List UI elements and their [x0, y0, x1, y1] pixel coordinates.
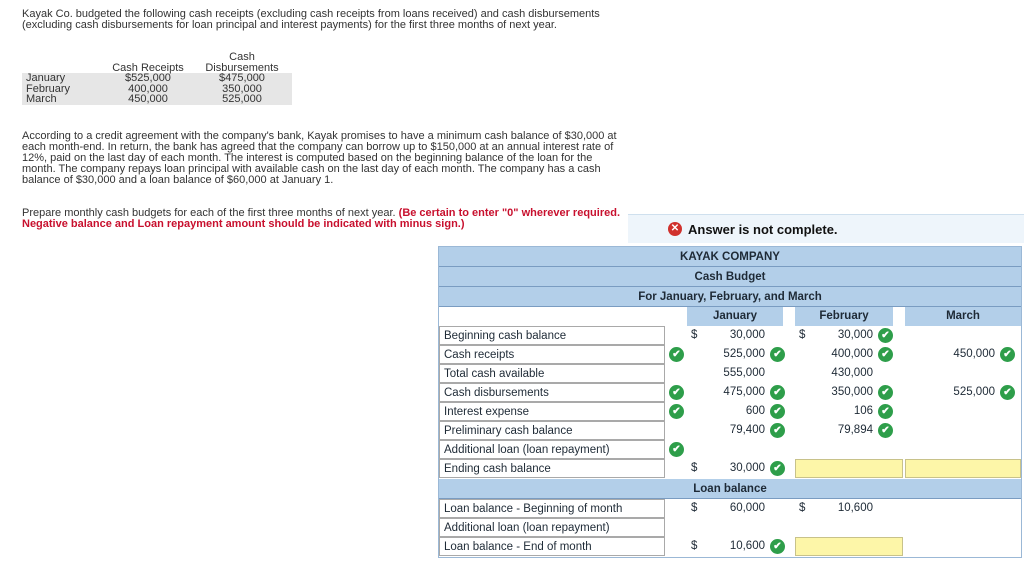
budget-title: Cash Budget	[439, 267, 1021, 286]
feb-loan-beginning[interactable]	[795, 499, 899, 518]
feb-loan-ending-input[interactable]	[795, 537, 903, 556]
row-loan-additional: Additional loan (loan repayment)	[439, 518, 665, 537]
col-january: January	[687, 307, 783, 326]
x-circle-icon: ✕	[668, 222, 682, 236]
check-icon: ✔	[1000, 385, 1015, 400]
row-loan-beginning: Loan balance - Beginning of month	[439, 499, 665, 518]
cell-value: 600	[745, 405, 765, 417]
jan-interest-expense[interactable]	[687, 402, 791, 421]
cell-value: 400,000	[831, 348, 873, 360]
table-row	[22, 94, 292, 105]
given-month: February	[26, 82, 71, 95]
check-icon: ✔	[1000, 347, 1015, 362]
check-icon: ✔	[669, 347, 684, 362]
cell-value: 450,000	[953, 348, 995, 360]
cell-value: 525,000	[723, 348, 765, 360]
currency-symbol: $	[691, 329, 698, 341]
currency-symbol: $	[799, 329, 806, 341]
check-icon: ✔	[770, 461, 785, 476]
jan-total-cash[interactable]	[687, 364, 791, 383]
mar-ending-cash-input[interactable]	[905, 459, 1021, 478]
cell-value: 430,000	[831, 367, 873, 379]
check-icon: ✔	[669, 385, 684, 400]
given-header-receipts: Cash Receipts	[112, 61, 184, 74]
budget-company: KAYAK COMPANY	[439, 247, 1021, 266]
row-loan-ending: Loan balance - End of month	[439, 537, 665, 556]
instructions-warning: (Be certain to enter "0" wherever required. Negative balance and Loan repayment amount should be indicated with minus sign.)	[22, 207, 620, 230]
check-icon: ✔	[669, 404, 684, 419]
currency-symbol: $	[691, 502, 698, 514]
jan-cash-receipts[interactable]	[687, 345, 791, 364]
feb-preliminary-cash[interactable]	[795, 421, 899, 440]
feb-ending-cash-input[interactable]	[795, 459, 903, 478]
row-cash-receipts: Cash receipts	[439, 345, 665, 364]
cell-value: 475,000	[723, 386, 765, 398]
given-receipts: 450,000	[128, 93, 168, 105]
col-february: February	[795, 307, 893, 326]
mar-cash-receipts[interactable]	[905, 345, 1021, 364]
feb-interest-expense[interactable]	[795, 402, 899, 421]
jan-ending-cash[interactable]	[687, 459, 791, 478]
answer-status-banner	[628, 214, 1024, 243]
jan-cash-disbursements[interactable]	[687, 383, 791, 402]
instructions-text: Prepare monthly cash budgets for each of the first three months of next year.	[22, 207, 396, 219]
currency-symbol: $	[799, 502, 806, 514]
problem-instructions	[22, 208, 622, 230]
cell-value: 60,000	[729, 502, 765, 514]
cell-value: 30,000	[729, 329, 765, 341]
check-icon: ✔	[770, 423, 785, 438]
row-additional-loan: Additional loan (loan repayment)	[439, 440, 665, 459]
table-row	[22, 73, 292, 84]
check-icon: ✔	[878, 347, 893, 362]
cell-value: 30,000	[837, 329, 873, 341]
check-icon: ✔	[669, 442, 684, 457]
given-month: January	[26, 72, 66, 84]
jan-preliminary-cash[interactable]	[687, 421, 791, 440]
feb-beginning-cash[interactable]	[795, 326, 899, 345]
cash-budget-table	[438, 246, 1022, 558]
given-disbursements: 350,000	[222, 82, 262, 95]
cell-value: 350,000	[831, 386, 873, 398]
given-month: March	[26, 93, 57, 105]
check-icon: ✔	[770, 539, 785, 554]
row-beginning-cash: Beginning cash balance	[439, 326, 665, 345]
row-interest-expense: Interest expense	[439, 402, 665, 421]
row-preliminary-cash: Preliminary cash balance	[439, 421, 665, 440]
feb-cash-disbursements[interactable]	[795, 383, 899, 402]
budget-period: For January, February, and March	[439, 287, 1021, 306]
mar-cash-disbursements[interactable]	[905, 383, 1021, 402]
given-header-blank	[22, 52, 104, 73]
cell-value: 10,600	[729, 540, 765, 552]
cell-value: 106	[853, 405, 873, 417]
cell-value: 525,000	[953, 386, 995, 398]
check-icon: ✔	[878, 328, 893, 343]
jan-beginning-cash[interactable]	[687, 326, 791, 345]
loan-balance-header: Loan balance	[439, 479, 1021, 498]
check-icon: ✔	[770, 404, 785, 419]
row-total-cash: Total cash available	[439, 364, 665, 383]
cell-value: 79,894	[837, 424, 873, 436]
given-disbursements: $475,000	[219, 72, 265, 84]
check-icon: ✔	[878, 385, 893, 400]
row-ending-cash: Ending cash balance	[439, 459, 665, 478]
check-icon: ✔	[878, 423, 893, 438]
col-march: March	[905, 307, 1021, 326]
check-icon: ✔	[770, 347, 785, 362]
currency-symbol: $	[691, 540, 698, 552]
given-receipts: 400,000	[128, 82, 168, 95]
jan-loan-beginning[interactable]	[687, 499, 791, 518]
cell-value: 30,000	[729, 462, 765, 474]
currency-symbol: $	[691, 462, 698, 474]
check-icon: ✔	[770, 385, 785, 400]
feb-cash-receipts[interactable]	[795, 345, 899, 364]
given-header-disbursements: Cash Disbursements	[205, 51, 279, 74]
problem-agreement: According to a credit agreement with the company's bank, Kayak promises to have a minimum cash balance of $30,000 at each month-end. In return, the bank has agreed that the company can borrow up to $150,000 at an annual interest rate of 12%, paid on the last day of each month. The interest is computed based on the beginning balance of the loan for the month. The company repays loan principal with available cash on the last day of each month. The company has a cash balance of $30,000 and a loan balance of $60,000 at January 1.	[22, 130, 617, 186]
feb-total-cash[interactable]	[795, 364, 899, 383]
cell-value: 79,400	[729, 424, 765, 436]
given-disbursements: 525,000	[222, 93, 262, 105]
answer-status-text: Answer is not complete.	[688, 221, 838, 237]
check-icon: ✔	[878, 404, 893, 419]
given-receipts: $525,000	[125, 72, 171, 84]
jan-loan-ending[interactable]	[687, 537, 791, 556]
problem-intro: Kayak Co. budgeted the following cash receipts (excluding cash receipts from loans received) and cash disbursements (excluding cash disbursements for loan principal and interest payments) for the first three months of next year.	[22, 8, 600, 31]
cell-value: 10,600	[837, 502, 873, 514]
row-cash-disbursements: Cash disbursements	[439, 383, 665, 402]
given-data-table	[22, 52, 292, 105]
cell-value: 555,000	[723, 367, 765, 379]
